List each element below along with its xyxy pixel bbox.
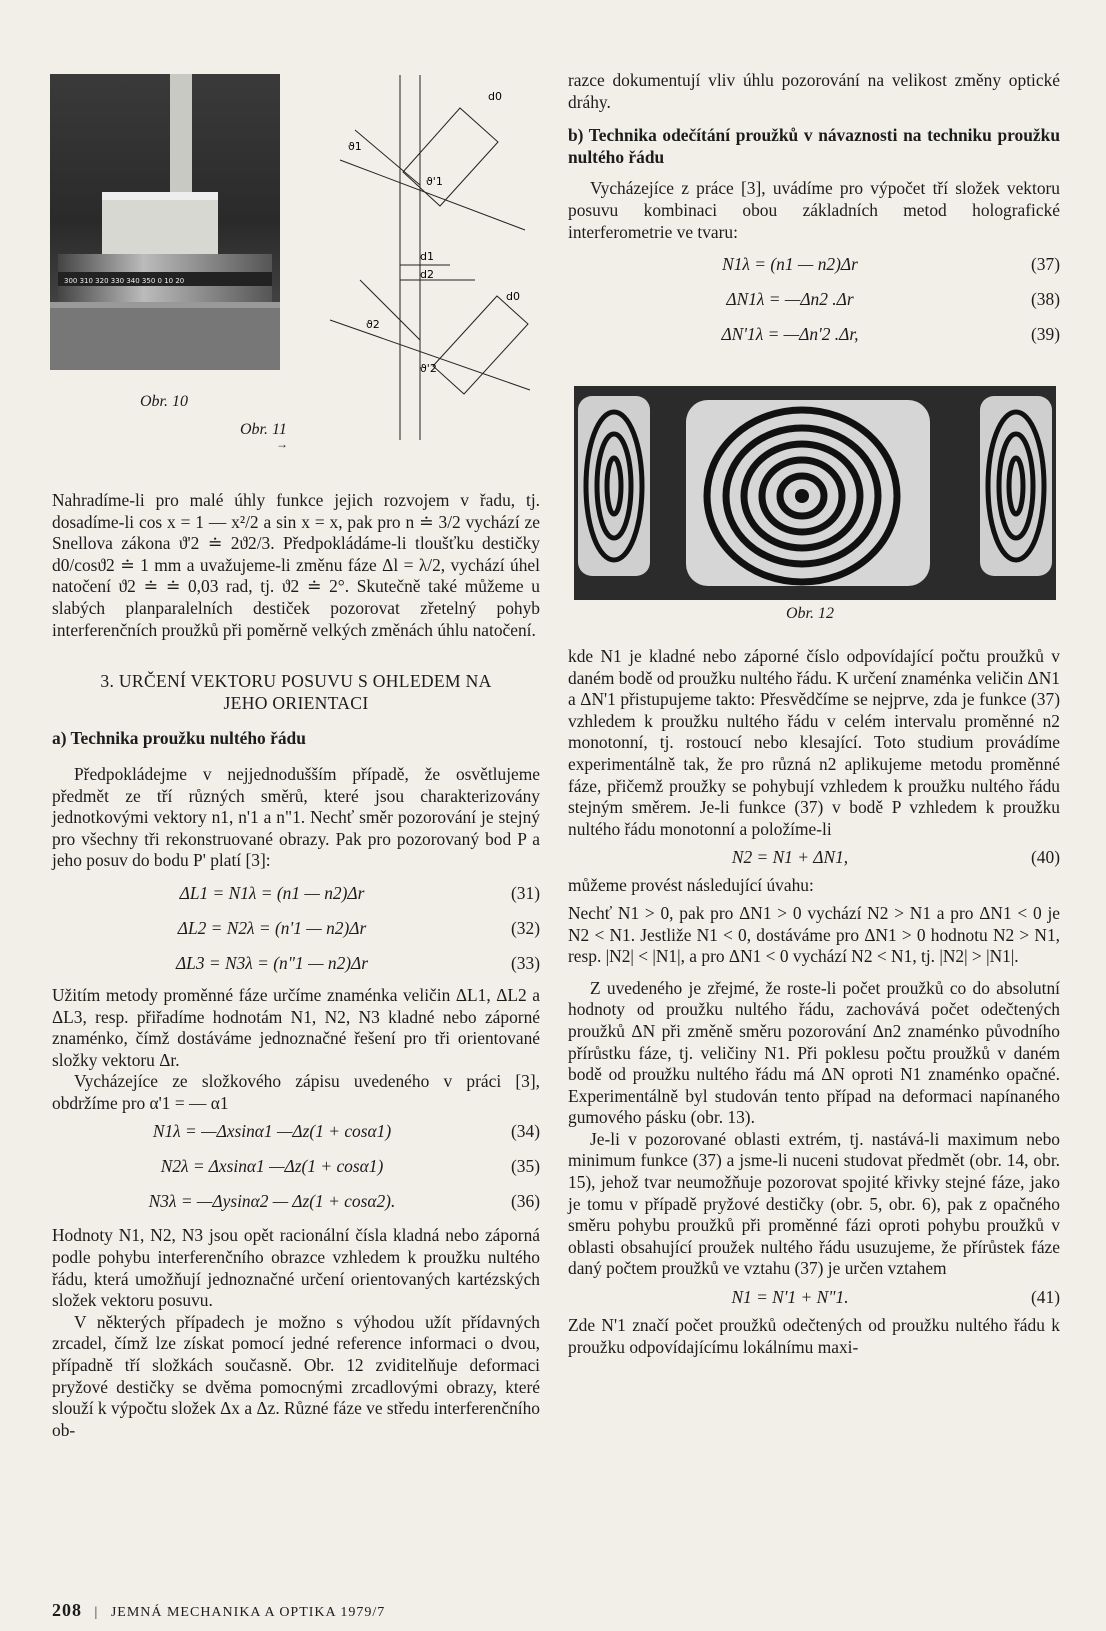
caption-fig12: Obr. 12	[786, 605, 835, 622]
equation-formula: N2λ = Δxsinα1 —Δz(1 + cosα1)	[160, 1156, 384, 1177]
equation-number: (37)	[1031, 254, 1060, 275]
equation-formula: ΔL1 = N1λ = (n1 — n2)Δr	[179, 882, 365, 903]
equation-36	[52, 1184, 540, 1219]
equation-number: (39)	[1031, 324, 1060, 345]
equation-number: (36)	[511, 1191, 540, 1212]
subsection-a-heading: a) Technika proužku nultého řádu	[52, 728, 306, 749]
figure-10-scale-text: 300 310 320 330 340 350 0 10 20	[64, 277, 185, 285]
equation-38	[568, 282, 1060, 317]
paragraph: kde N1 je kladné nebo záporné číslo odpovídající počtu proužků v daném bodě od proužku nultého řádu. K určení znaménka veličin ΔN1 a ΔN'1 přistupujeme takto: Přesvědčíme se nejprve, zda je funkce (37) vzhledem k proužku nultého řádu v celém intervalu proměnné n2 monotonní, tj. rostoucí nebo klesající. Toto studium provádíme experimentálně tak, že pro různá n2 aplikujeme metodu proměnné fáze, přičemž proužky se pohybují vzhledem k proužku nultého řádu stejným směrem. Je-li funkce (37) v bodě P vzhledem k proužku nultého řádu monotonní a položíme-li	[568, 646, 1060, 839]
label-d0-bottom: d0	[506, 290, 520, 303]
page-footer	[52, 1600, 385, 1621]
equation-number: (33)	[511, 952, 540, 973]
equation-number: (40)	[1031, 847, 1060, 868]
equation-39	[568, 317, 1060, 352]
equation-40	[568, 840, 1060, 875]
caption-fig10: Obr. 10	[140, 393, 189, 410]
equation-number: (32)	[511, 917, 540, 938]
caption-fig11: Obr. 11	[240, 421, 287, 438]
equation-number: (31)	[511, 882, 540, 903]
section-3-heading-line1: 3. URČENÍ VEKTORU POSUVU S OHLEDEM NA	[100, 671, 492, 692]
section-3-heading-line2: JEHO ORIENTACI	[223, 692, 369, 713]
page-number: 208	[52, 1600, 82, 1620]
equation-35	[52, 1149, 540, 1184]
footer-divider: |	[94, 1605, 99, 1620]
equation-number: (41)	[1031, 1287, 1060, 1308]
paragraph: Zde N'1 značí počet proužků odečtených od proužku nultého řádu k proužku odpovídajícímu lokálnímu maxi-	[568, 1315, 1060, 1357]
equation-formula: ΔL2 = N2λ = (n'1 — n2)Δr	[177, 917, 367, 938]
paragraph: Nahradíme-li pro malé úhly funkce jejich rozvojem v řadu, tj. dosadíme-li cos x = 1 — x²/2 a sin x = x, pak pro n ≐ 3/2 vychází ze Snellova zákona ϑ'2 ≐ 2ϑ2/3. Předpokládáme-li tloušťku destičky d0/cosϑ2 ≐ 1 mm a uvažujeme-li změnu fáze Δl = λ/2, vychází úhel natočení ϑ2 ≐ ≐ 0,03 rad, tj. ϑ2 ≐ 2°. Skutečně také můžeme u slabých planparalelních destiček pozorovat zřetelný pohyb interferenčních proužků při poměrně velkých změnách úhlu natočení.	[52, 490, 540, 640]
equation-formula: ΔL3 = N3λ = (n"1 — n2)Δr	[175, 952, 369, 973]
equation-formula: ΔN'1λ = —Δn'2 .Δr,	[721, 324, 859, 345]
equation-formula: N2 = N1 + ΔN1,	[731, 847, 849, 868]
left-column-lower	[52, 490, 540, 1441]
equation-32	[52, 911, 540, 946]
paragraph: Hodnoty N1, N2, N3 jsou opět racionální čísla kladná nebo záporná podle pohybu interferenčního obrazce vzhledem k proužku nultého řádu, která umožňují jednoznačné určení orientovaných kartézských složek vektoru posuvu.	[52, 1225, 540, 1311]
paragraph: Vycházejíce ze složkového zápisu uvedeného v práci [3], obdržíme pro α'1 = — α1	[52, 1071, 540, 1113]
figure-11-diagram	[300, 60, 540, 450]
label-theta2: ϑ2	[366, 318, 380, 331]
label-theta1: ϑ1	[348, 140, 362, 153]
label-theta1-prime: ϑ'1	[426, 175, 443, 188]
equation-formula: N1 = N'1 + N"1.	[731, 1287, 849, 1308]
figure-12-image	[574, 386, 1056, 600]
equation-31	[52, 876, 540, 911]
equation-formula: N1λ = (n1 — n2)Δr	[722, 254, 858, 275]
equation-34	[52, 1114, 540, 1149]
figure-10-photo	[50, 74, 280, 370]
figure-10-image	[50, 74, 280, 370]
equation-number: (35)	[511, 1156, 540, 1177]
equation-33	[52, 946, 540, 981]
paragraph: Je-li v pozorované oblasti extrém, tj. nastává-li maximum nebo minimum funkce (37) a jsme-li nuceni studovat předmět (obr. 14, obr. 15), jehož tvar neumožňuje pozorovat spojité křivky stejné fáze, jako je tomu v případě pryžové destičky (obr. 5, obr. 6), pak z opačného směru pohybu proužků při proměnné fázi oproti pohybu proužků v oblasti obsahující proužek nultého řádu usuzujeme, že přírůstek fáze daný počtem proužků ve vztahu (37) je určen vztahem	[568, 1128, 1060, 1279]
label-d2: d2	[420, 268, 434, 281]
paragraph: Předpokládejme v nejjednodušším případě, že osvětlujeme předmět ze tří různých směrů, které jsou charakterizovány jednotkovými vektory n1, n'1 a n"1. Nechť směr pozorování je stejný pro všechny tři rekonstruované obrazy. Pak pro pozorovaný bod P a jeho posuv do bodu P' platí [3]:	[52, 763, 540, 871]
paragraph: Vycházejíce z práce [3], uvádíme pro výpočet tří složek vektoru posuvu kombinaci obou základních metod holografické interferometrie ve tvaru:	[568, 178, 1060, 242]
paragraph: můžeme provést následující úvahu:	[568, 875, 814, 896]
paragraph: Nechť N1 > 0, pak pro ΔN1 > 0 vychází N2 > N1 a pro ΔN1 < 0 je N2 < N1. Jestliže N1 < 0, dostáváme pro ΔN1 > 0 hodnotu N2 > N1, resp. |N2| < |N1|, a pro ΔN1 < 0 vychází N2 < N1, tj. |N2| > |N1|.	[568, 902, 1060, 967]
paragraph: Užitím metody proměnné fáze určíme znaménka veličin ΔL1, ΔL2 a ΔL3, resp. přiřadíme hodnotám N1, N2, N3 kladné nebo záporné znaménko, čímž dostáváme jednoznačné řešení pro tři orientované složky vektoru Δr.	[52, 984, 540, 1070]
equation-41	[568, 1280, 1060, 1315]
paragraph: razce dokumentují vliv úhlu pozorování na velikost změny optické dráhy.	[568, 70, 1060, 112]
paragraph: Z uvedeného je zřejmé, že roste-li počet proužků co do absolutní hodnoty od proužku nultého řádu, zachovává počet odečtených proužků ΔN při změně směru pozorování Δn2 znaménko původního přírůstku fáze, tj. veličiny N1. Při poklesu počtu proužků v daném bodě od proužku nultého řádu má ΔN oproti N1 znaménko opačné. Experimentálně byl studován tento případ na deformaci napínaného gumového pásku (obr. 13).	[568, 977, 1060, 1128]
journal-name: JEMNÁ MECHANIKA A OPTIKA 1979/7	[110, 1605, 386, 1620]
figure-12-photo	[574, 386, 1056, 600]
equation-number: (38)	[1031, 289, 1060, 310]
equation-formula: N3λ = —Δysinα2 — Δz(1 + cosα2).	[148, 1191, 396, 1212]
equation-number: (34)	[511, 1121, 540, 1142]
right-column-upper	[568, 70, 1060, 352]
equation-37	[568, 247, 1060, 282]
paragraph: V některých případech je možno s výhodou užít přídavných zrcadel, čímž lze získat pomocí jedné reference informaci o dvou, případně tří složkách současně. Obr. 12 zviditelňuje deformaci pryžové destičky se dvěma pomocnými zrcadlovými obrazy, které slouží k výpočtu složek Δx a Δz. Různé fáze ve středu interferenčního ob-	[52, 1311, 540, 1440]
subsection-b-heading: b) Technika odečítání proužků v návaznosti na techniku proužku nultého řádu	[568, 125, 1060, 167]
label-d0-top: d0	[488, 90, 502, 103]
caption-fig11-arrow: →	[276, 437, 288, 451]
label-theta2-prime: ϑ'2	[420, 362, 437, 375]
equation-formula: N1λ = —Δxsinα1 —Δz(1 + cosα1)	[152, 1121, 392, 1142]
right-column-lower	[568, 646, 1060, 1358]
equation-formula: ΔN1λ = —Δn2 .Δr	[726, 289, 854, 310]
label-d1: d1	[420, 250, 434, 263]
